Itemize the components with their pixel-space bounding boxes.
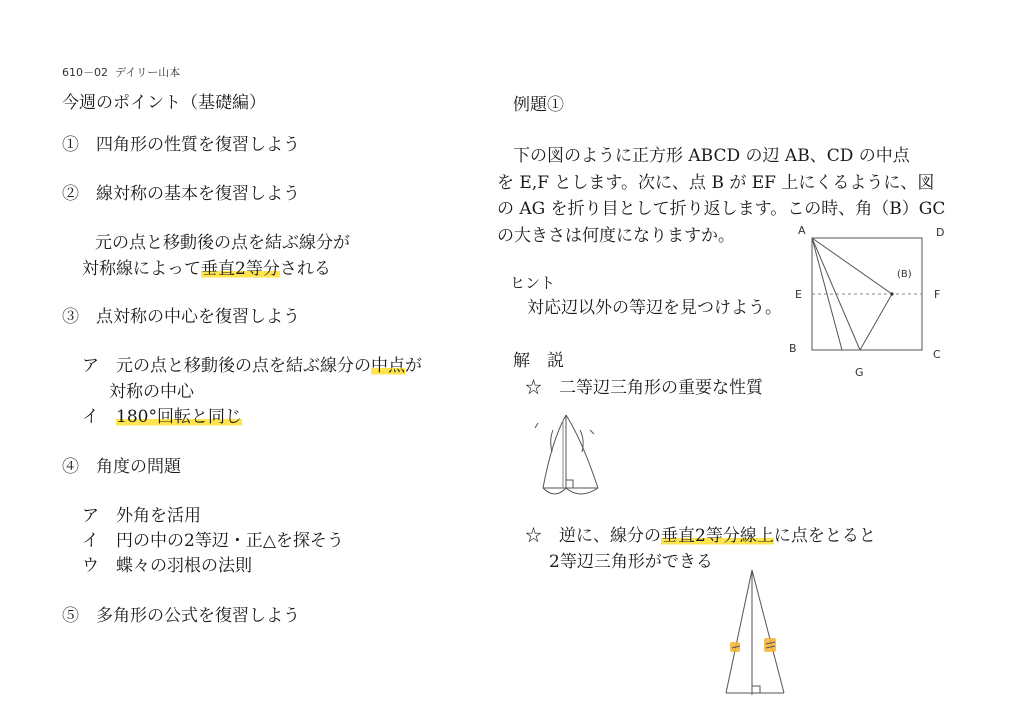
point-4-u: ウ 蝶々の羽根の法則 [82,556,252,576]
highlight-180-rotation: 180°回転と同じ [116,407,242,427]
label-F: F [934,288,941,301]
hint-label: ヒント [510,274,556,292]
point-2-line-2: 対称線によって垂直2等分される [82,259,331,279]
highlight-perpendicular-bisect: 垂直2等分 [201,259,280,279]
example-title: 例題① [513,95,564,115]
label-B: B [789,342,797,355]
explanation-label: 解 説 [513,351,564,371]
star-point-2-cont: 2等辺三角形ができる [549,552,713,572]
point-1: ① 四角形の性質を復習しよう [62,135,300,155]
point-4-a: ア 外角を活用 [82,506,201,526]
question-line-1: 下の図のように正方形 ABCD の辺 AB、CD の中点 [513,146,910,166]
label-A: A [798,224,806,237]
point-5: ⑤ 多角形の公式を復習しよう [62,606,300,626]
point-2-line-1: 元の点と移動後の点を結ぶ線分が [95,233,350,253]
point-4: ④ 角度の問題 [62,457,181,477]
label-E: E [795,288,802,301]
hint-text: 対応辺以外の等辺を見つけよう。 [527,298,782,318]
highlight-midpoint: 中点 [371,356,405,376]
label-B-prime: (B) [897,269,912,280]
point-3: ③ 点対称の中心を復習しよう [62,307,300,327]
star-point-1: ☆ 二等辺三角形の重要な性質 [525,378,763,398]
point-4-i: イ 円の中の2等辺・正△を探そう [82,531,344,551]
tick-mark-right [764,638,776,652]
label-G: G [855,366,864,379]
point-3-a-cont: 対称の中心 [109,382,194,402]
label-C: C [933,348,941,361]
label-D: D [936,226,945,239]
point-3-i: イ 180°回転と同じ [82,407,242,427]
question-line-4: の大きさは何度になりますか。 [497,226,735,246]
document-code: 610－02 デイリー山本 [62,66,181,79]
point-3-a: ア 元の点と移動後の点を結ぶ線分の中点が [82,356,422,376]
star-point-2: ☆ 逆に、線分の垂直2等分線上に点をとると [525,526,876,546]
page-title: 今週のポイント（基礎編） [62,93,266,113]
highlight-bisector: 垂直2等分線上 [661,526,774,546]
question-line-2: を E,F とします。次に、点 B が EF 上にくるように、図 [497,173,935,193]
point-2: ② 線対称の基本を復習しよう [62,184,300,204]
question-line-3: の AG を折り目として折り返します。この時、角（B）GC [497,199,946,219]
